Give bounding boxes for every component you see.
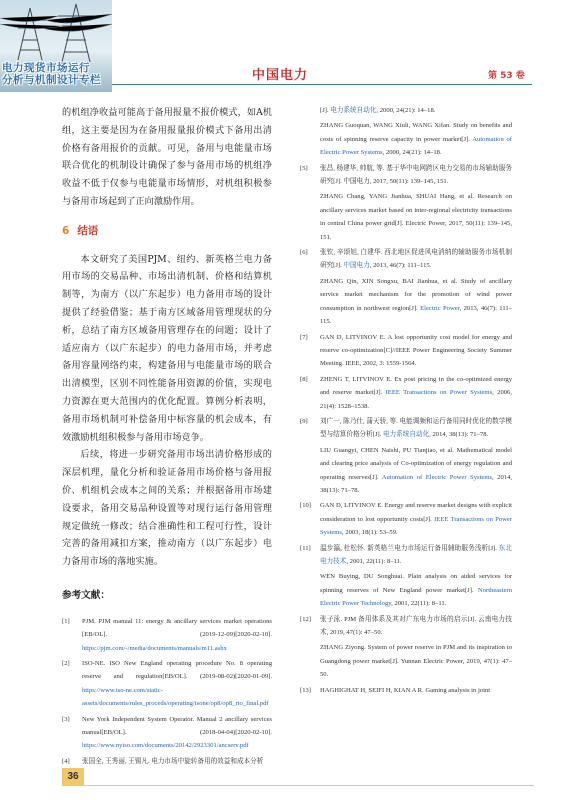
- reference-text: LIU Guangyi, CHEN Naishi, PU Tianjiao, et al. Mathematical model and clearing price analysis of Co-optimization of energy regulation and operating reserves[J]. Automation of Electric Power Systems, 2014, 38(13): 71–78.: [320, 446, 513, 494]
- reference-item: [300, 415, 512, 442]
- reference-text: 张国全, 王秀丽, 王锡凡. 电力市场中旋转备用的效益和成本分析: [82, 757, 264, 765]
- reference-item: [300, 275, 512, 329]
- reference-item: [300, 162, 512, 189]
- reference-text: ISO-NE. ISO New England operating procedure No. 8 operating reserve and regulation[EB/OL]. (2019-08-02)[2020-01-09]. https://www.iso-ne.com/static-assets/documents/rules_proceds/operating/isone/op8/op8_rto_final.pdf: [82, 659, 272, 708]
- column-label-line2: 分析与机制设计专栏: [2, 74, 101, 86]
- left-column: [62, 104, 272, 770]
- reference-number: [9]: [300, 417, 308, 425]
- reference-journal-link[interactable]: IEEE Transactions on Power Systems: [320, 515, 512, 537]
- reference-item: [62, 755, 272, 768]
- reference-number: [300, 104, 320, 117]
- references-list-right: [300, 104, 512, 699]
- reference-link[interactable]: https://www.nyiso.com/documents/20142/2923301/ancserv.pdf: [82, 742, 249, 750]
- footer-rule: [84, 785, 534, 786]
- reference-number: [10]: [300, 502, 311, 510]
- column-label: [2, 62, 114, 86]
- reference-text: PJM. PJM manual 11: energy & ancillary services market operations [EB/OL]. (2019-12-09)[2020-02-10]. https://pjm.com/-/media/documents/manuals/m11.ashx: [82, 617, 272, 652]
- reference-text: ZHANG Chang, YANG Jianhua, SHUAI Hang, et al. Research on ancillary services market based on inter-regional electricity transactions in central China power grid[J]. Electric Power, 2017, 50(11): 139–145, 151.: [320, 193, 512, 241]
- reference-text: ZHANG Ziyong. System of power reserve in PJM and its inspiration to Guangdong power market[J]. Yunnan Electric Power, 2019, 47(1): 47–50.: [320, 644, 512, 679]
- reference-item: [62, 615, 272, 655]
- page-header: [0, 0, 570, 92]
- reference-item: [300, 119, 512, 159]
- header-rule: [112, 84, 532, 85]
- reference-text: New York Independent System Operator. Manual 2 ancillary services manual[EB/OL]. (2018-04-04)[2020-02-10]. https://www.nyiso.com/documents/20142/2923301/ancserv.pdf: [82, 715, 272, 750]
- conclusion-paragraph-1: 本文研究了美国PJM、纽约、新英格兰电力备用市场的交易品种、市场出清机制、价格和结算机制等，为南方（以广东起步）电力备用市场的设计提供了经验借鉴；基于南方区域备用管理现状的分析，总结了南方区域备用管理存在的问题；设计了适应南方（以广东起步）的电力备用市场，并考虑备用容量网络约束，构建备用与电能量市场的联合出清模型，区别不同性能备用资源的价值，实现电力资源在更大范围内的优化配置。算例分析表明，备用市场机制可补偿备用中标容量的机会成本，有效激励机组积极参与备用市场竞争。: [62, 253, 272, 443]
- reference-link[interactable]: https://pjm.com/-/media/documents/manuals/m11.ashx: [82, 644, 227, 652]
- reference-text: 张钦, 辛颂旭, 白建华. 西北地区促进风电消纳的辅助服务市场机制研究[J]. 中国电力, 2013, 46(7): 111–115.: [320, 249, 512, 270]
- reference-number: [1]: [62, 617, 70, 625]
- reference-item: [300, 246, 512, 273]
- reference-item: [300, 542, 512, 569]
- reference-item: [62, 657, 272, 711]
- references-heading: 参考文献：: [62, 589, 110, 601]
- reference-journal-link[interactable]: Automation of Electric Power Systems: [381, 473, 493, 481]
- reference-number: [300, 570, 320, 610]
- reference-journal-link[interactable]: 电力系统自动化: [383, 431, 430, 439]
- reference-item: [300, 684, 512, 697]
- reference-item: [300, 104, 512, 117]
- reference-item: [300, 444, 512, 498]
- reference-journal-link[interactable]: 中国电力: [343, 262, 370, 270]
- reference-number: [7]: [300, 333, 308, 341]
- reference-text: WEN Buying, DU Songhuai. Plain analysis on aided services for spinning reserves of New England power market[J]. Northeastern Electric Power Technology, 2001, 22(11): 8–11.: [320, 573, 512, 608]
- reference-journal-link[interactable]: 东北电力技术: [320, 544, 512, 565]
- reference-text: 张昌, 杨建华, 帅航, 等. 基于华中电网跨区电力交易的市场辅助服务研究[J]. 中国电力, 2017, 50(11): 139–145, 151.: [320, 164, 512, 186]
- reference-number: [11]: [300, 544, 311, 552]
- reference-text: ZHENG T, LITVINOV E. Ex post pricing in the co-optimized energy and reserve market[J]. IEEE Transactions on Power Systems, 2006, 21(4): 1528–1538.: [320, 375, 512, 410]
- reference-number: [300, 119, 320, 159]
- page-number: 36: [62, 768, 84, 786]
- reference-item: [300, 190, 512, 244]
- journal-title: 中国电力: [252, 68, 309, 83]
- body-paragraph: 的机组净收益可能高于备用报量不报价模式，如A机组，这主要是因为在备用报量报价模式下备用出清价格有备用报价的贡献。可见，备用与电能量市场联合优化的机制设计确保了参与备用市场的机组净收益不低于仅参与电能量市场情形，对机组积极参与备用市场起到了正向激励作用。: [62, 107, 272, 207]
- references-list-left: [62, 615, 272, 768]
- reference-journal-link[interactable]: Automation of Electric Power Systems: [320, 135, 512, 157]
- reference-journal-link[interactable]: Electric Power: [420, 304, 460, 312]
- reference-number: [300, 444, 320, 498]
- reference-number: [4]: [62, 757, 70, 765]
- column-label-line1: 电力现货市场运行: [2, 62, 90, 74]
- reference-number: [300, 275, 320, 329]
- reference-number: [6]: [300, 249, 308, 257]
- reference-item: [300, 331, 512, 371]
- reference-number: [5]: [300, 164, 308, 172]
- reference-journal-link[interactable]: 电力系统自动化: [330, 107, 377, 114]
- reference-number: [8]: [300, 375, 308, 383]
- reference-text: [J]. 电力系统自动化, 2000, 24(21): 14–18.: [320, 107, 436, 114]
- section-number: 6: [62, 224, 70, 237]
- reference-text: GAN D, LITVINOV E. Energy and reserve market designs with explicit consideration to lost opportunity costs[J]. IEEE Transactions on Power Systems, 2003, 18(1): 53–59.: [320, 502, 512, 537]
- reference-item: [62, 713, 272, 753]
- reference-text: GAN D, LITVINOV E. A lost opportunity cost model for energy and reserve co-optimization[C]//IEEE Power Engineering Society Summer Meeting. IEEE, 2002, 3: 1559-1564.: [320, 333, 512, 368]
- reference-number: [300, 190, 320, 244]
- reference-number: [13]: [300, 686, 311, 694]
- reference-text: HAGHIGHAT H, SEIFI H, KIAN A R. Gaming analysis in joint: [320, 686, 491, 694]
- reference-journal-link[interactable]: IEEE Transactions on Power Systems: [385, 389, 493, 397]
- reference-number: [300, 641, 320, 681]
- conclusion-paragraph-2: 后续，将进一步研究备用市场出清价格形成的深层机理，量化分析和验证备用市场价格与备用报价、机组机会成本之间的关系；并根据备用市场建设要求，备用交易品种设置等对现行运行备用管理规定做统一修改；结合准确性和工程可行性，设计完善的备用减扣方案，推动南方（以广东起步）电力备用市场的落地实施。: [62, 449, 272, 568]
- section-heading: [62, 223, 272, 241]
- reference-journal-link[interactable]: Northeastern Electric Power Technology: [320, 586, 512, 608]
- reference-number: [2]: [62, 659, 70, 667]
- reference-item: [300, 641, 512, 681]
- volume-number: 第 53 卷: [488, 71, 525, 81]
- reference-link[interactable]: https://www.iso-ne.com/static-assets/documents/rules_proceds/operating/isone/op8/op8_rto_final.pdf: [82, 686, 269, 708]
- reference-item: [300, 570, 512, 610]
- reference-item: [300, 613, 512, 640]
- reference-item: [300, 499, 512, 539]
- reference-text: ZHANG Qin, XIN Songxu, BAI Jianhua, et al. Study of ancillary service market mechanism for the promotion of wind power consumption in northwest region[J]. Electric Power, 2013, 46(7): 111–115.: [320, 277, 512, 326]
- section-title: 结语: [77, 224, 99, 237]
- reference-text: 张子泳. PJM 备用体系及其对广东电力市场的启示[J]. 云南电力技术, 2019, 47(1): 47–50.: [320, 615, 512, 637]
- reference-number: [12]: [300, 615, 311, 623]
- reference-text: 温步瀛, 杜松怀. 新英格兰电力市场运行备用辅助服务浅析[J]. 东北电力技术, 2001, 22(11): 8–11.: [320, 544, 512, 565]
- reference-number: [3]: [62, 715, 70, 723]
- reference-text: 刘广一, 陈乃仕, 蒲天骄, 等. 电能调频和运行备用同时优化的数学模型与结算价格分析[J]. 电力系统自动化, 2014, 38(13): 71–78.: [320, 417, 512, 439]
- reference-item: [300, 373, 512, 413]
- reference-text: ZHANG Guoquan, WANG Xiuli, WANG Xifan. Study on benefits and costs of spinning reserve capacity in power market[J]. Automation of Electric Power Systems, 2000, 24(21): 14–18.: [320, 122, 512, 157]
